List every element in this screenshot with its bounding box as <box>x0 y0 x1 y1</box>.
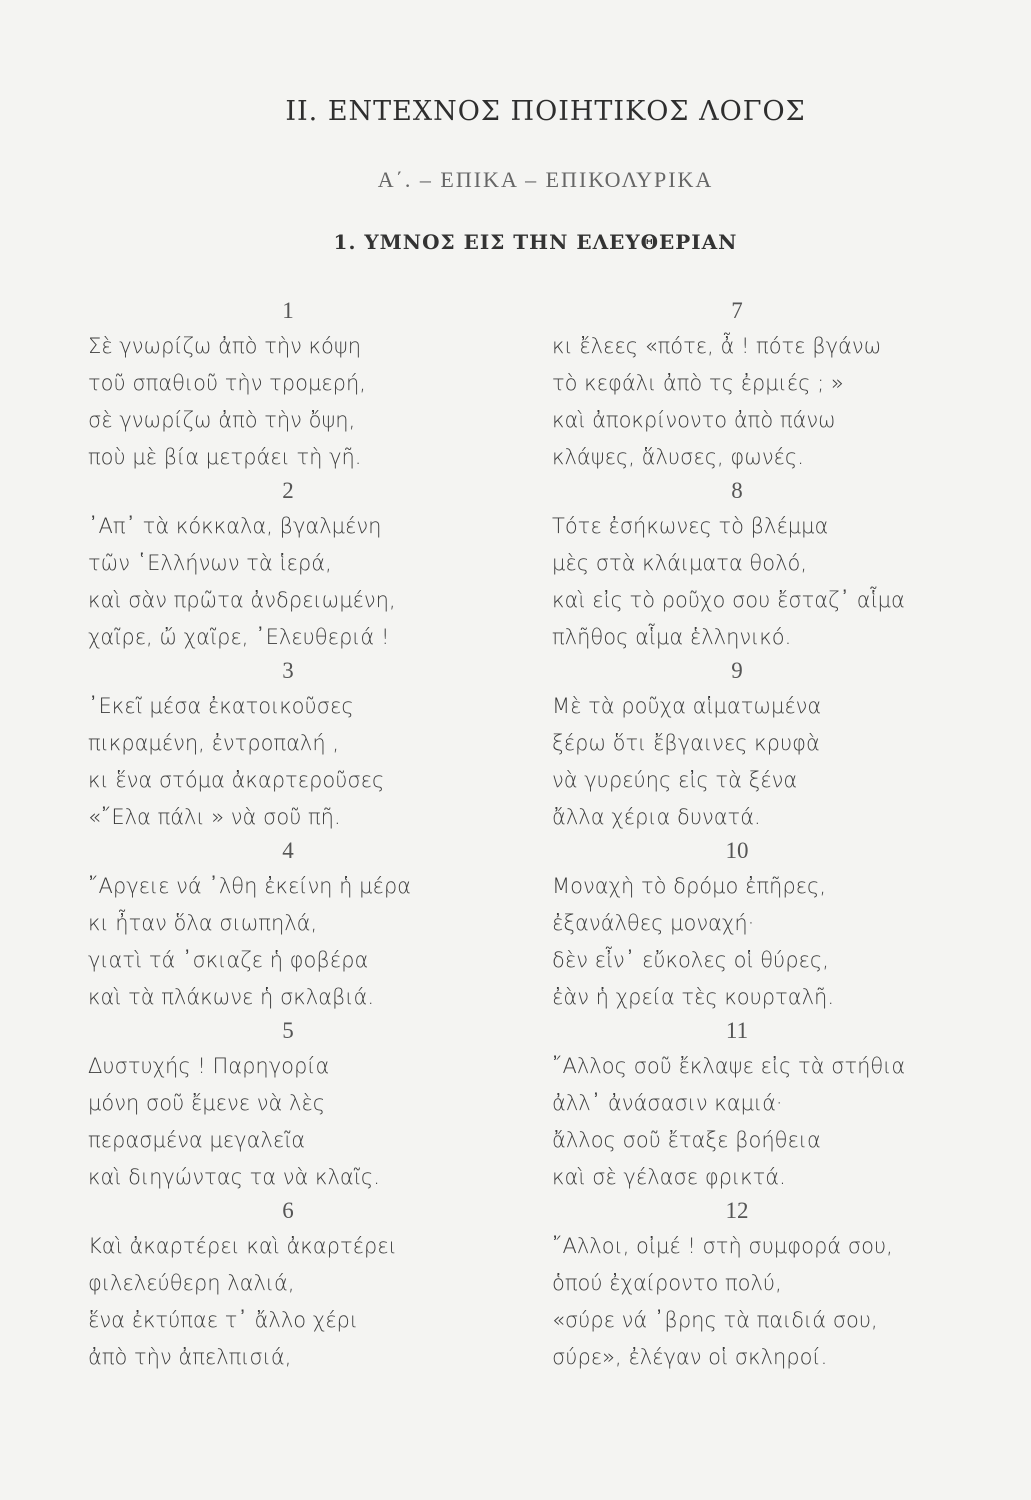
stanza-number: 11 <box>725 1018 749 1043</box>
verse-line: δὲν εἶν᾿ εὔκολες οἱ θύρες, <box>552 948 829 972</box>
verse-line: πικραμένη, ἐντροπαλή , <box>88 731 339 755</box>
stanza-number: 7 <box>731 298 743 323</box>
verse-line: Δυστυχής ! Παρηγορία <box>88 1054 330 1078</box>
verse-line: πλῆθος αἷμα ἑλληνικό. <box>552 625 792 649</box>
verse-line: τοῦ σπαθιοῦ τὴν τρομερή, <box>88 371 366 395</box>
stanza-number: 1 <box>282 298 294 323</box>
verse-line: Μοναχὴ τὸ δρόμο ἐπῆρες, <box>552 874 827 898</box>
verse-line: κλάψες, ἅλυσες, φωνές. <box>552 445 804 469</box>
verse-line: σὲ γνωρίζω ἀπὸ τὴν ὄψη, <box>88 408 356 432</box>
verse-line: ῎Αλλοι, οἰμέ ! στὴ συμφορά σου, <box>552 1234 893 1258</box>
verse-line: χαῖρε, ὤ χαῖρε, ᾿Ελευθεριά ! <box>88 625 390 649</box>
stanza <box>552 1196 972 1376</box>
verse-line: κι ἔλεες «πότε, ἆ ! πότε βγάνω <box>552 334 882 358</box>
chapter-title: II. ΕΝΤΕΧΝΟΣ ΠΟΙΗΤΙΚΟΣ ΛΟΓΟΣ <box>285 96 806 127</box>
verse-line: καὶ τὰ πλάκωνε ἡ σκλαβιά. <box>88 985 375 1009</box>
verse-line: Καὶ ἀκαρτέρει καὶ ἀκαρτέρει <box>88 1234 397 1258</box>
verse-line: Μὲ τὰ ροῦχα αἱματωμένα <box>552 694 822 718</box>
stanza <box>552 656 972 836</box>
verse-line: τῶν ῾Ελλήνων τὰ ἱερά, <box>88 551 332 575</box>
verse-line: ᾿Απ᾿ τὰ κόκκαλα, βγαλμένη <box>88 514 382 538</box>
stanza-number: 6 <box>282 1198 294 1223</box>
poem-title: 1. ΥΜΝΟΣ ΕΙΣ ΤΗΝ ΕΛΕΥΘΕΡΙΑΝ <box>333 230 738 254</box>
stanza-number: 4 <box>282 838 294 863</box>
stanza-number: 10 <box>725 838 749 863</box>
verse-line: μὲς στὰ κλάιματα θολό, <box>552 551 808 575</box>
stanza-number: 9 <box>731 658 743 683</box>
verse-line: «῎Ελα πάλι » νὰ σοῦ πῆ. <box>88 805 341 829</box>
verse-line: ἕνα ἐκτύπαε τ᾿ ἄλλο χέρι <box>88 1308 359 1332</box>
verse-line: Σὲ γνωρίζω ἀπὸ τὴν κόψη <box>88 334 362 358</box>
verse-line: τὸ κεφάλι ἀπὸ τς ἐρμιές ; » <box>552 371 844 395</box>
verse-line: μόνη σοῦ ἔμενε νὰ λὲς <box>88 1091 326 1115</box>
verse-line: φιλελεύθερη λαλιά, <box>88 1271 295 1295</box>
verse-line: ἀπὸ τὴν ἀπελπισιά, <box>88 1345 292 1369</box>
stanza-number: 12 <box>725 1198 749 1223</box>
verse-line: περασμένα μεγαλεῖα <box>88 1128 306 1152</box>
verse-line: κι ἕνα στόμα ἀκαρτεροῦσες <box>88 768 385 792</box>
stanza <box>88 656 488 836</box>
stanza-number: 2 <box>282 478 294 503</box>
stanza <box>88 1016 488 1196</box>
verse-line: κι ἦταν ὅλα σιωπηλά, <box>88 911 318 935</box>
verse-line: νὰ γυρεύης εἰς τὰ ξένα <box>552 768 798 792</box>
verse-line: ῎Αλλος σοῦ ἔκλαψε εἰς τὰ στήθια <box>552 1054 906 1078</box>
verse-line: καὶ σὰν πρῶτα ἀνδρειωμένη, <box>88 588 396 612</box>
right-column <box>552 296 972 1376</box>
verse-line: ποὺ μὲ βία μετράει τὴ γῆ. <box>88 445 362 469</box>
stanza <box>88 296 488 476</box>
verse-line: ἐὰν ἡ χρεία τὲς κουρταλῆ. <box>552 985 835 1009</box>
verse-line: ξέρω ὅτι ἔβγαινες κρυφὰ <box>552 731 820 755</box>
stanza <box>552 296 972 476</box>
stanza-number: 5 <box>282 1018 294 1043</box>
verse-line: ῎Αργειε νά ᾿λθη ἐκείνη ἡ μέρα <box>88 874 412 898</box>
verse-line: καὶ σὲ γέλασε φρικτά. <box>552 1165 786 1189</box>
verse-line: καὶ εἰς τὸ ροῦχο σου ἔσταζ᾿ αἷμα <box>552 588 905 612</box>
verse-line: ὁπού ἐχαίροντο πολύ, <box>552 1271 782 1295</box>
verse-line: ἄλλα χέρια δυνατά. <box>552 805 761 829</box>
verse-line: γιατὶ τά ᾿σκιαζε ἡ φοβέρα <box>88 948 369 972</box>
verse-line: καὶ ἀποκρίνοντο ἀπὸ πάνω <box>552 408 836 432</box>
section-title: Α΄. – ΕΠΙΚΑ – ΕΠΙΚΟΛΥΡΙΚΑ <box>377 167 714 192</box>
verse-line: ᾿Εκεῖ μέσα ἐκατοικοῦσες <box>88 694 354 718</box>
stanza <box>552 476 972 656</box>
stanza <box>88 476 488 656</box>
stanza-number: 3 <box>282 658 294 683</box>
stanza <box>552 836 972 1016</box>
verse-line: «σύρε νά ᾿βρης τὰ παιδιά σου, <box>552 1308 878 1332</box>
verse-line: Τότε ἐσήκωνες τὸ βλέμμα <box>552 514 829 538</box>
verse-line: ἄλλος σοῦ ἔταξε βοήθεια <box>552 1128 821 1152</box>
stanza <box>88 836 488 1016</box>
stanza <box>552 1016 972 1196</box>
stanza <box>88 1196 488 1376</box>
verse-line: καὶ διηγώντας τα νὰ κλαῖς. <box>88 1165 380 1189</box>
stanza-number: 8 <box>731 478 743 503</box>
verse-line: ἐξανάλθες μοναχή· <box>552 911 755 935</box>
left-column <box>88 296 488 1376</box>
verse-line: ἀλλ᾿ ἀνάσασιν καμιά· <box>552 1091 783 1115</box>
verse-line: σύρε», ἐλέγαν οἱ σκληροί. <box>552 1345 828 1369</box>
